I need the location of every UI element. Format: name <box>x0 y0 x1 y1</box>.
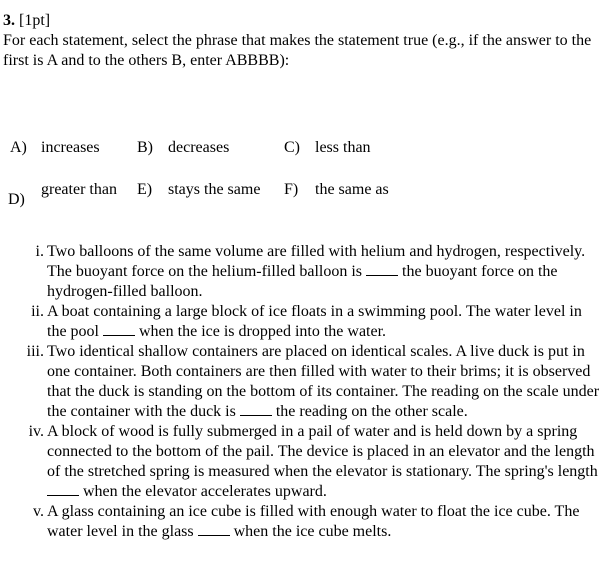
answer-blank <box>198 523 230 536</box>
statement-text: Two identical shallow containers are placed on identical scales. A live duck is put in one container. Both containers are then filled with water to their brims; it is observed that the duck is standing on the bottom of its container. The reading on the scale under the container with the duck is <box>47 343 600 420</box>
option-letter: D) <box>8 191 25 208</box>
option-text: increases <box>41 139 100 156</box>
option-letter: F) <box>284 181 299 198</box>
option-text: the same as <box>315 181 389 198</box>
answer-blank <box>366 263 398 276</box>
statement-number: iii. <box>26 343 44 360</box>
statement-number: ii. <box>31 303 44 320</box>
statement-text: Two balloons of the same volume are filled with helium and hydrogen, respectively. The buoyant force on the helium-filled balloon is <box>47 243 586 280</box>
option-letter: A) <box>10 139 27 156</box>
option-text: greater than <box>41 181 117 198</box>
statement-text: the reading on the other scale. <box>271 403 468 420</box>
statement-item <box>0 302 600 342</box>
option-text: stays the same <box>168 181 261 198</box>
option-letter: C) <box>284 139 300 156</box>
question-instructions: For each statement, select the phrase that makes the statement true (e.g., if the answer to the first is A and to the others B, enter ABBBB): <box>3 32 592 69</box>
statement-text: when the elevator accelerates upward. <box>79 483 327 500</box>
statement-text: when the ice cube melts. <box>229 523 392 540</box>
answer-blank <box>103 323 135 336</box>
option-text: less than <box>315 139 371 156</box>
statement-text: the buoyant force on the hydrogen-filled balloon. <box>47 263 558 300</box>
statement-text: A block of wood is fully submerged in a pail of water and is held down by a spring connected to the bottom of the pail. The device is placed in an elevator and the length of the stretched spring is measured when the elevator is stationary. The spring's length <box>47 423 598 480</box>
statement-item <box>0 342 600 422</box>
question-points: [1pt] <box>19 12 51 29</box>
statement-text: A glass containing an ice cube is filled with enough water to float the ice cube. The water level in the glass <box>47 503 580 540</box>
statement-number: i. <box>35 243 44 260</box>
statement-item <box>0 502 600 542</box>
question-header <box>3 11 603 71</box>
answer-blank <box>240 403 272 416</box>
option-letter: E) <box>137 181 153 198</box>
statement-text: A boat containing a large block of ice floats in a swimming pool. The water level in the pool <box>47 303 582 340</box>
statement-list <box>0 242 606 542</box>
statement-item <box>0 242 600 302</box>
statement-number: iv. <box>28 423 44 440</box>
statement-number: v. <box>33 503 44 520</box>
option-letter: B) <box>137 139 153 156</box>
option-text: decreases <box>168 139 230 156</box>
statement-item <box>0 422 600 502</box>
question-number: 3. <box>3 12 15 29</box>
statement-text: when the ice is dropped into the water. <box>135 323 387 340</box>
answer-blank <box>47 483 79 496</box>
